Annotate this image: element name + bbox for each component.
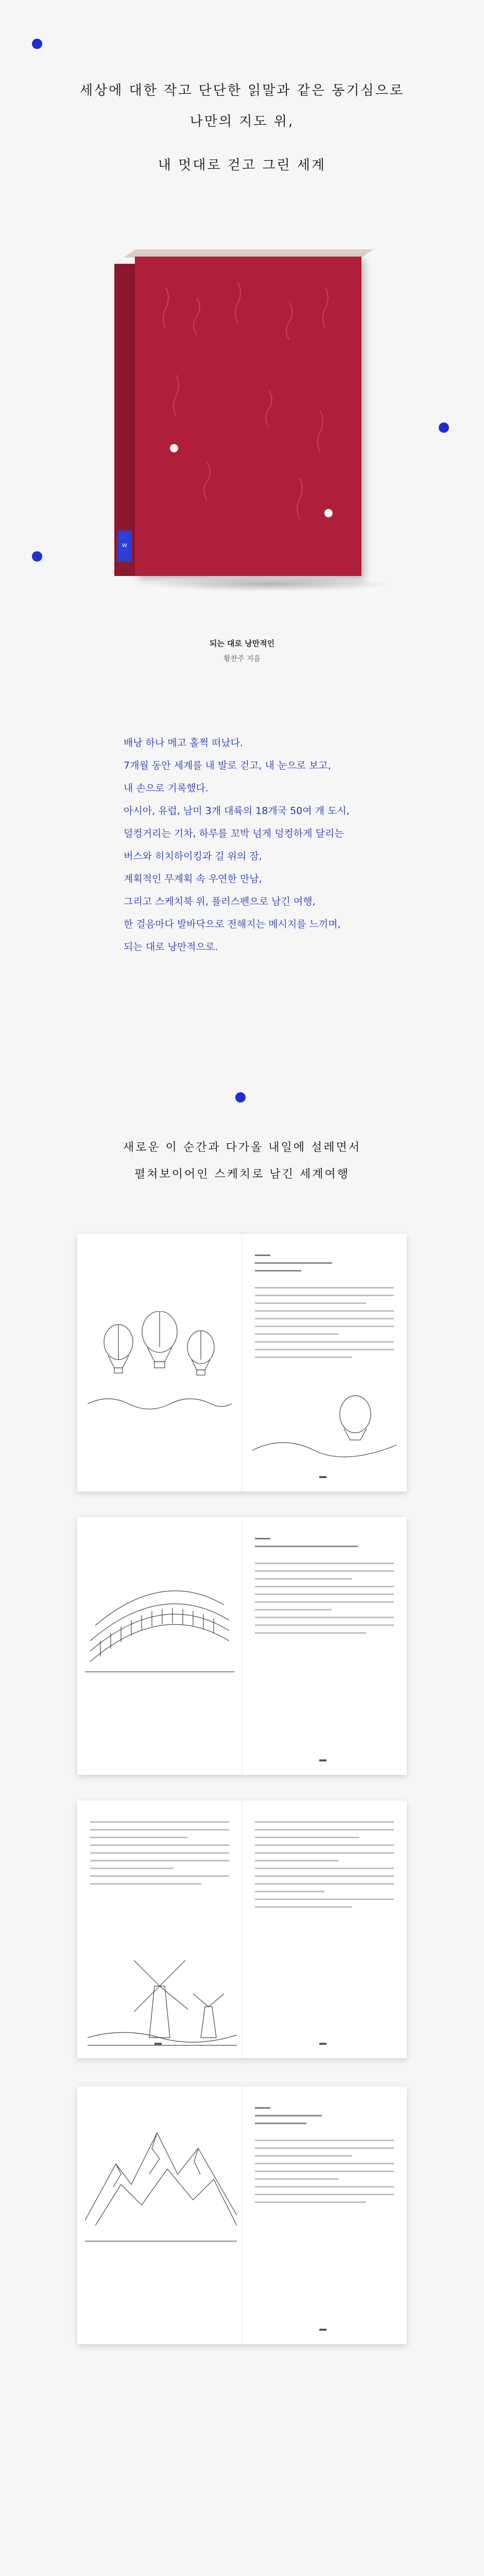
windmill-sketch [88, 1945, 237, 2048]
intro-line: 한 걸음마다 발바닥으로 전해지는 메시지를 느끼며, [124, 919, 341, 930]
page-number [319, 2329, 326, 2331]
spread-text-block [255, 1821, 394, 1914]
preview-header-line-2: 펼쳐보이어인 스케치로 남긴 세계여행 [134, 1168, 350, 1181]
spread-gutter [241, 1517, 243, 1775]
spread-text-block [90, 1821, 229, 1891]
spread-text-block [255, 2107, 394, 2209]
book-cover-dot [170, 444, 178, 452]
balloon-sketch-right [252, 1388, 396, 1461]
book-cover-dot [324, 509, 333, 517]
intro-line: 배낭 하나 메고 홀쩍 떠났다. [124, 737, 244, 749]
spread-gutter [241, 2087, 243, 2344]
decor-dot [235, 1092, 246, 1103]
publisher-spine-logo: W [117, 531, 132, 562]
spread-gutter [241, 1801, 243, 2058]
colosseum-sketch [85, 1569, 234, 1682]
book-author: 황찬주 지음 [223, 655, 261, 663]
intro-line: 내 손으로 기록했다. [124, 783, 209, 794]
intro-text [124, 732, 443, 958]
book-cover-pattern [135, 257, 361, 576]
book-spread-mountains [77, 2087, 407, 2344]
mountain-sketch [85, 2117, 237, 2251]
intro-line: 버스와 히치하이킹과 길 위의 잠, [124, 851, 262, 862]
page-number [154, 2043, 162, 2045]
decor-dot [439, 422, 449, 433]
intro-line: 계획적인 무계획 속 우연한 만남, [124, 873, 262, 885]
intro-line: 그리고 스케치북 위, 플러스펜으로 남긴 여행, [124, 896, 316, 907]
header-line-2: 나만의 지도 위, [189, 114, 295, 129]
intro-line: 아시아, 유럽, 남미 3개 대륙의 18개국 50여 개 도시, [124, 805, 350, 817]
header-line-1: 세상에 대한 작고 단단한 읽말과 같은 동기심으로 [80, 83, 404, 98]
intro-line: 7개월 동안 세계를 내 발로 걷고, 내 눈으로 보고, [124, 760, 331, 771]
decor-dot [32, 39, 42, 49]
book-title: 되는 대로 낭만적인 [209, 639, 275, 648]
page-number [319, 2043, 326, 2045]
spread-text-block [255, 1538, 394, 1640]
spread-gutter [241, 1234, 243, 1492]
spread-text-block [255, 1255, 394, 1364]
intro-line: 덜컹거리는 기차, 하루를 꼬박 넘게 덩컹하게 달리는 [124, 828, 344, 839]
book-spread-balloons [77, 1234, 407, 1492]
book-shadow [147, 577, 394, 591]
page-number [319, 1759, 326, 1761]
intro-line: 되는 대로 낭만적으로. [124, 941, 218, 953]
page-number [319, 1476, 326, 1478]
book-spread-colosseum [77, 1517, 407, 1775]
book-spread-windmills [77, 1801, 407, 2058]
decor-dot [32, 551, 42, 562]
book-spine [114, 264, 135, 576]
balloon-sketch [88, 1311, 232, 1414]
header-line-3: 내 멋대로 걷고 그린 세계 [158, 158, 326, 173]
preview-header-line-1: 새로운 이 순간과 다가올 내일에 설레면서 [123, 1141, 361, 1154]
